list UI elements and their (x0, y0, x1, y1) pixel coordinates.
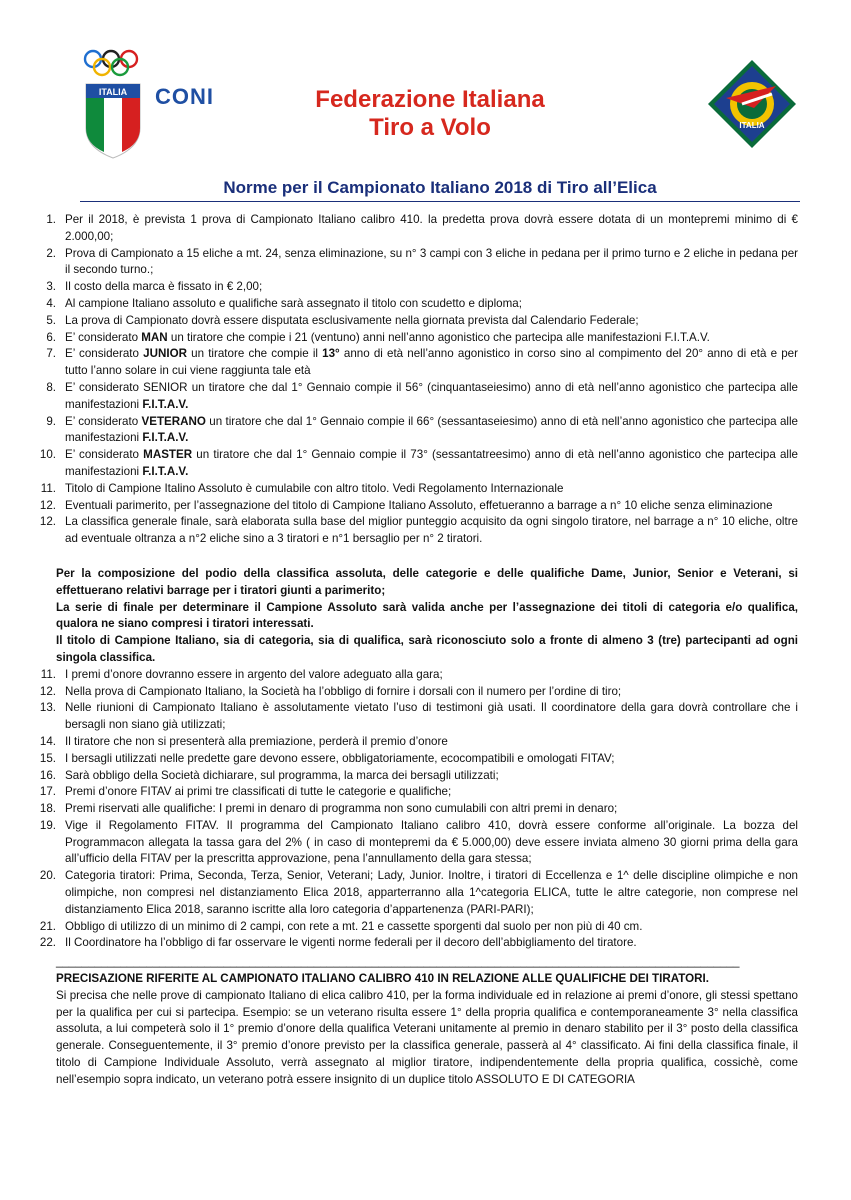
item-text-part: I bersagli utilizzati nelle predette gare devono essere, obbligatoriamente, ecocompatibili e omologati FITAV; (65, 751, 615, 765)
item-text (65, 212, 798, 246)
list-item (28, 700, 798, 734)
fitav-logo-icon (706, 58, 798, 150)
coni-badge-text: ITALIA (98, 87, 128, 97)
item-text (65, 935, 798, 952)
separator-line: __________________________________________________________________________________________________________ (56, 955, 740, 969)
item-number: 12. (39, 515, 56, 529)
item-number: 18. (39, 802, 56, 816)
list-item (28, 330, 798, 347)
item-text (65, 784, 798, 801)
item-number: 14. (39, 734, 56, 748)
item-text-part: Sarà obbligo della Società dichiarare, sul programma, la marca dei bersagli utilizzati; (65, 768, 499, 782)
item-text (65, 734, 798, 751)
item-text-part: Categoria tiratori: Prima, Seconda, Terza, Senior, Veterani; Lady, Junior. Inoltre, i tiratori di Eccellenza e 1^ delle discipline olimpiche e non olimpiche, non compresi nel distanziamento Elica 2018, apparterranno alla 1^categoria ELICA, tutte le altre categorie, non comprese nel distanziamento Elica 2018, saranno iscritte alla loro categoria d’appartenenza (PARI-PARI); (65, 869, 798, 916)
item-text-part: Nelle riunioni di Campionato Italiano è assolutamente vietato l’uso di testimoni già usati. Il coordinatore della gara dovrà controllare che i bersagli non siano già utilizzati; (65, 701, 798, 732)
item-text-part: Il costo della marca è fissato in € 2,00; (65, 280, 263, 294)
item-text (65, 919, 798, 936)
item-number: 4. (46, 296, 56, 310)
precisazione-heading: PRECISAZIONE RIFERITE AL CAMPIONATO ITALIANO CALIBRO 410 IN RELAZIONE ALLE QUALIFICHE DEI TIRATORI. (56, 972, 709, 986)
item-text-bold: 13° (322, 347, 340, 361)
item-text-part: E’ considerato SENIOR un tiratore che dal 1° Gennaio compie il 56° (cinquantaseiesimo) anno di età nell’anno agonistico che partecipa alle manifestazioni (65, 380, 798, 411)
list-item (28, 279, 798, 296)
item-text (65, 447, 798, 481)
list-item (28, 868, 798, 918)
list-item (28, 481, 798, 498)
item-text-part: Nella prova di Campionato Italiano, la Società ha l’obbligo di fornire i dorsali con il numero per l’ordine di tiro; (65, 684, 622, 698)
list-item (28, 919, 798, 936)
item-text-part: Il Coordinatore ha l’obbligo di far osservare le vigenti norme federali per il decoro dell’abbigliamento del tiratore. (65, 936, 637, 950)
bold-paragraph: Per la composizione del podio della classifica assoluta, delle categorie e delle qualifiche Dame, Junior, Senior e Veterani, si effettuerano relativi barrage per i tiratori giunti a parimerito; (56, 566, 798, 597)
bold-paragraph: La serie di finale per determinare il Campione Assoluto sarà valida anche per l’assegnazione dei titoli di categoria e/o qualifica, qualora ne siano compresi i tiratori interessati. (56, 600, 798, 631)
list-item (28, 346, 798, 380)
document-title: Norme per il Campionato Italiano 2018 di Tiro all’Elica (80, 178, 800, 202)
item-number: 2. (46, 246, 56, 260)
item-text (65, 313, 798, 330)
list-item (28, 296, 798, 313)
item-text-part: Titolo di Campione Italino Assoluto è cumulabile con altro titolo. Vedi Regolamento Internazionale (65, 481, 564, 495)
list-item (28, 414, 798, 448)
list-item (28, 684, 798, 701)
item-text-part: Premi d’onore FITAV ai primi tre classificati di tutte le categorie e qualifiche; (65, 785, 452, 799)
item-number: 8. (46, 380, 56, 394)
item-number: 11. (40, 481, 56, 495)
item-number: 3. (46, 280, 56, 294)
item-text (65, 801, 798, 818)
item-number: 19. (39, 818, 56, 832)
rules-list-part2 (28, 667, 798, 953)
list-item (28, 784, 798, 801)
list-item (28, 313, 798, 330)
item-text-bold: JUNIOR (143, 347, 187, 361)
item-number: 17. (39, 785, 56, 799)
list-item (28, 751, 798, 768)
coni-label: CONI (155, 84, 214, 109)
item-text (65, 414, 798, 448)
item-text (65, 751, 798, 768)
fitav-badge-text: ITALIA (739, 121, 765, 130)
item-number: 12. (39, 684, 56, 698)
item-number: 13. (39, 701, 56, 715)
item-text (65, 380, 798, 414)
item-text-bold: F.I.T.A.V. (142, 397, 189, 411)
item-number: 6. (46, 330, 56, 344)
list-item (28, 935, 798, 952)
item-text (65, 246, 798, 280)
list-item (28, 801, 798, 818)
item-text (65, 498, 798, 515)
item-number: 16. (39, 768, 56, 782)
item-text (65, 481, 798, 498)
item-number: 1. (46, 213, 56, 226)
item-text (65, 667, 798, 684)
item-number: 11. (40, 667, 56, 681)
list-item (28, 667, 798, 684)
item-number: 20. (39, 869, 56, 883)
list-item (28, 734, 798, 751)
item-text-part: un tiratore che dal 1° Gennaio compie il 66° (sessantaseiesimo) anno di età nell’anno agonistico che partecipa alle manifestazioni (65, 414, 798, 445)
item-number: 9. (46, 414, 56, 428)
item-text-part: un tiratore che dal 1° Gennaio compie il 73° (sessantatreesimo) anno di età nell’anno agonistico che partecipa alle manifestazioni (65, 448, 798, 478)
item-text-bold: VETERANO (141, 414, 206, 428)
item-number: 5. (46, 313, 56, 327)
page-header (0, 0, 851, 180)
item-text-part: La classifica generale finale, sarà elaborata sulla base del miglior punteggio acquisito da ogni singolo tiratore, nel barrage a n° 10 eliche, oltre ad eventuale oltranza a n°2 eliche sino a 3 tiratori e n°1 bersaglio per n° 2 tiratori. (65, 515, 798, 546)
item-number: 7. (46, 347, 56, 361)
item-text (65, 684, 798, 701)
federation-title-line2: Tiro a Volo (369, 114, 491, 141)
item-text (65, 296, 798, 313)
item-text-bold: F.I.T.A.V. (142, 431, 189, 445)
federation-title-line1: Federazione Italiana (315, 86, 545, 113)
item-number: 22. (39, 936, 56, 950)
item-text (65, 346, 798, 380)
item-text-part: Prova di Campionato a 15 eliche a mt. 24, senza eliminazione, su n° 3 campi con 3 eliche in pedana per il primo turno e 2 eliche in pedana per il secondo turno.; (65, 246, 798, 277)
item-text-part: Al campione Italiano assoluto e qualifiche sarà assegnato il titolo con scudetto e diploma; (65, 296, 522, 310)
precisazione-body: Si precisa che nelle prove di campionato Italiano di elica calibro 410, per la forma individuale ed in relazione ai premi d’onore, gli stessi spettano per la qualifica per cui si partecipa. Esempio: se un veterano risulta essere 1° della propria qualifica e contemporaneamente 3° nella classifica assoluta, a lui competerà solo il 1° premio d’onore della qualifica Veterani unitamente al premio in denaro stabilito per il 3° posto della classifica generale. Conseguentemente, il 3° premio d’onore previsto per la classifica generale, passerà al 4° classificato. Ai fini della classifica finale, il titolo di Campione Individuale Assoluto, verrà assegnato al miglior tiratore, indipendentemente della propria qualifica, cossichè, come nell’esempio sopra indicato, un veterano potrà essere insignito di un duplice titolo ASSOLUTO E DI CATEGORIA (56, 988, 798, 1086)
list-item (28, 447, 798, 481)
list-item (28, 212, 798, 246)
item-text-part: I premi d’onore dovranno essere in argento del valore adeguato alla gara; (65, 667, 443, 681)
list-item (28, 768, 798, 785)
item-text-part: E’ considerato (65, 448, 144, 462)
item-text (65, 768, 798, 785)
item-text-part: E’ considerato (65, 330, 142, 344)
item-text-part: Eventuali parimerito, per l’assegnazione del titolo di Campione Italiano Assoluto, effetueranno a barrage a n° 10 eliche senza eliminazione (65, 498, 773, 512)
rules-list-part1 (28, 212, 798, 548)
bold-notes (28, 566, 798, 667)
item-text (65, 279, 798, 296)
item-text (65, 868, 798, 918)
item-text (65, 514, 798, 548)
item-text-part: E’ considerato (65, 347, 144, 361)
item-text-bold: F.I.T.A.V. (142, 464, 189, 478)
item-number: 10. (39, 448, 56, 462)
item-text-part: anno di età nell’anno agonistico in corso sino al compimento del 20° anno di età e per tutto l’anno solare in cui viene raggiunta tale età (65, 347, 798, 378)
item-number: 12. (39, 498, 56, 512)
spacer (28, 548, 798, 566)
item-text-part: E’ considerato (65, 414, 142, 428)
item-text-part: La prova di Campionato dovrà essere disputata esclusivamente nella giornata prevista dal Calendario Federale; (65, 313, 639, 327)
list-item (28, 498, 798, 515)
list-item (28, 818, 798, 868)
item-text (65, 818, 798, 868)
document-body (28, 212, 798, 1089)
item-text-part: un tiratore che compie i 21 (ventuno) anni nell’anno agonistico che partecipa alle manifestazioni F.I.T.A.V. (167, 330, 710, 344)
item-text-bold: MASTER (143, 448, 193, 462)
item-text-part: un tiratore che compie il (186, 347, 323, 361)
list-item (28, 246, 798, 280)
item-text-part: Il tiratore che non si presenterà alla premiazione, perderà il premio d’onore (65, 734, 448, 748)
item-number: 15. (39, 751, 56, 765)
item-text-part: Obbligo di utilizzo di un minimo di 2 campi, con rete a mt. 21 e cassette sporgenti dal suolo per non più di 40 cm. (65, 919, 643, 933)
item-number: 21. (39, 919, 56, 933)
item-text-part: Per il 2018, è prevista 1 prova di Campionato Italiano calibro 410. la predetta prova dovrà essere dotata di un montepremi minimo di € 2.000,00; (65, 213, 798, 243)
bold-paragraph: Il titolo di Campione Italiano, sia di categoria, sia di qualifica, sarà riconosciuto solo a fronte di almeno 3 (tre) partecipanti ad ogni singola classifica. (56, 634, 798, 664)
coni-logo-icon (80, 48, 150, 160)
item-text-part: Premi riservati alle qualifiche: I premi in denaro di programma non sono cumulabili con altri premi in denaro; (65, 802, 618, 816)
item-text (65, 700, 798, 734)
item-text (65, 330, 798, 347)
federation-title (270, 86, 590, 142)
item-text-bold: MAN (141, 330, 168, 344)
list-item (28, 514, 798, 548)
list-item (28, 380, 798, 414)
item-text-part: Vige il Regolamento FITAV. Il programma del Campionato Italiano calibro 410, dovrà essere conforme all’originale. La bozza del Programmacon allegata la tassa gara del 2% ( in caso di montepremi da € 5.000,00) deve essere inviata almeno 30 giorni prima della gara all’ufficio della FITAV per la prescritta approvazione, pena l’annullamento della gara stessa; (65, 818, 798, 866)
